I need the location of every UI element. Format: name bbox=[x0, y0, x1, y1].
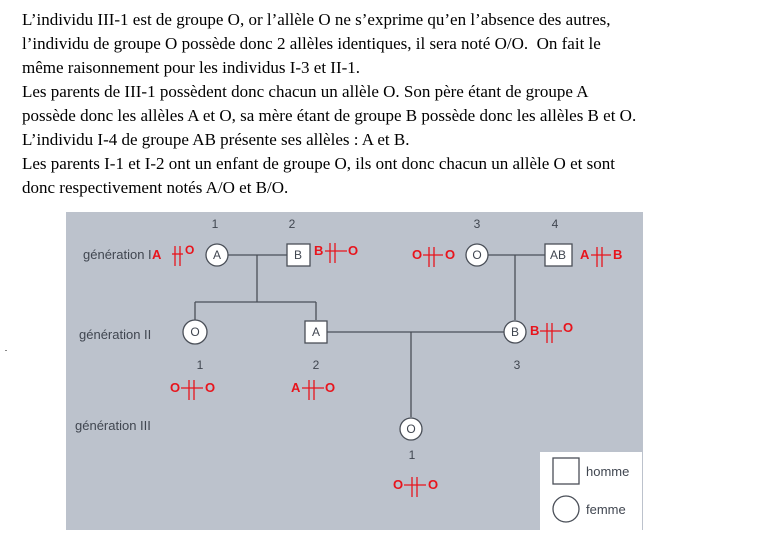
allele-left: O bbox=[170, 380, 181, 395]
allele-right: O bbox=[348, 243, 359, 258]
allele-left: O bbox=[412, 247, 423, 262]
explanation-text bbox=[22, 8, 767, 200]
text-line: l’individu de groupe O possède donc 2 allèles identiques, il sera noté O/O. On fait le bbox=[22, 34, 601, 53]
phenotype-gen2-3: B bbox=[510, 325, 520, 339]
text-line: Les parents I-1 et I-2 ont un enfant de groupe O, ils ont donc chacun un allèle O et sont bbox=[22, 154, 615, 173]
text-line: L’individu III-1 est de groupe O, or l’allèle O ne s’exprime qu’en l’absence des autres, bbox=[22, 10, 611, 29]
allele-left: O bbox=[393, 477, 404, 492]
generation-label-1: génération I bbox=[83, 247, 152, 262]
phenotype-gen2-2: A bbox=[311, 325, 321, 339]
allele-right: O bbox=[325, 380, 336, 395]
allele-right: O bbox=[445, 247, 456, 262]
text-line: même raisonnement pour les individus I-3 et II-1. bbox=[22, 58, 361, 77]
allele-right: O bbox=[185, 243, 195, 257]
text-line: donc respectivement notés A/O et B/O. bbox=[22, 178, 289, 197]
legend-female-symbol bbox=[553, 496, 579, 522]
allele-right: O bbox=[428, 477, 439, 492]
pedigree-diagram bbox=[66, 212, 643, 530]
generation-label-2: génération II bbox=[79, 327, 152, 342]
individual-number-gen1-4: 4 bbox=[551, 217, 559, 231]
text-line: Les parents de III-1 possèdent donc chacun un allèle O. Son père étant de groupe A bbox=[22, 82, 589, 101]
individual-number-gen1-1: 1 bbox=[211, 217, 219, 231]
generation-label-3: génération III bbox=[75, 418, 151, 433]
allele-left: B bbox=[530, 323, 540, 338]
phenotype-gen3-1: O bbox=[406, 422, 416, 436]
individual-number-gen2-3: 3 bbox=[513, 358, 521, 372]
individual-number-gen2-1: 1 bbox=[196, 358, 204, 372]
allele-right: O bbox=[563, 320, 574, 335]
legend bbox=[540, 452, 642, 530]
individual-number-gen1-3: 3 bbox=[473, 217, 481, 231]
scan-artifact bbox=[5, 350, 7, 351]
allele-right: O bbox=[205, 380, 216, 395]
text-line: L’individu I-4 de groupe AB présente ses allèles : A et B. bbox=[22, 130, 410, 149]
allele-left: A bbox=[291, 380, 301, 395]
legend-male-label: homme bbox=[586, 464, 630, 479]
individual-number-gen1-2: 2 bbox=[288, 217, 296, 231]
individual-number-gen2-2: 2 bbox=[312, 358, 320, 372]
phenotype-gen1-1: A bbox=[212, 248, 222, 262]
allele-left: A bbox=[580, 247, 590, 262]
text-line: possède donc les allèles A et O, sa mère étant de groupe B possède donc les allèles B et O. bbox=[22, 106, 637, 125]
phenotype-gen1-4: AB bbox=[549, 248, 567, 262]
phenotype-gen2-1: O bbox=[190, 325, 200, 339]
legend-female-label: femme bbox=[586, 502, 626, 517]
phenotype-gen1-3: O bbox=[472, 248, 482, 262]
individual-number-gen3-1: 1 bbox=[408, 448, 416, 462]
legend-male-symbol bbox=[553, 458, 579, 484]
phenotype-gen1-2: B bbox=[293, 248, 303, 262]
allele-left: A bbox=[152, 247, 162, 262]
allele-right: B bbox=[613, 247, 623, 262]
allele-left: B bbox=[314, 243, 324, 258]
